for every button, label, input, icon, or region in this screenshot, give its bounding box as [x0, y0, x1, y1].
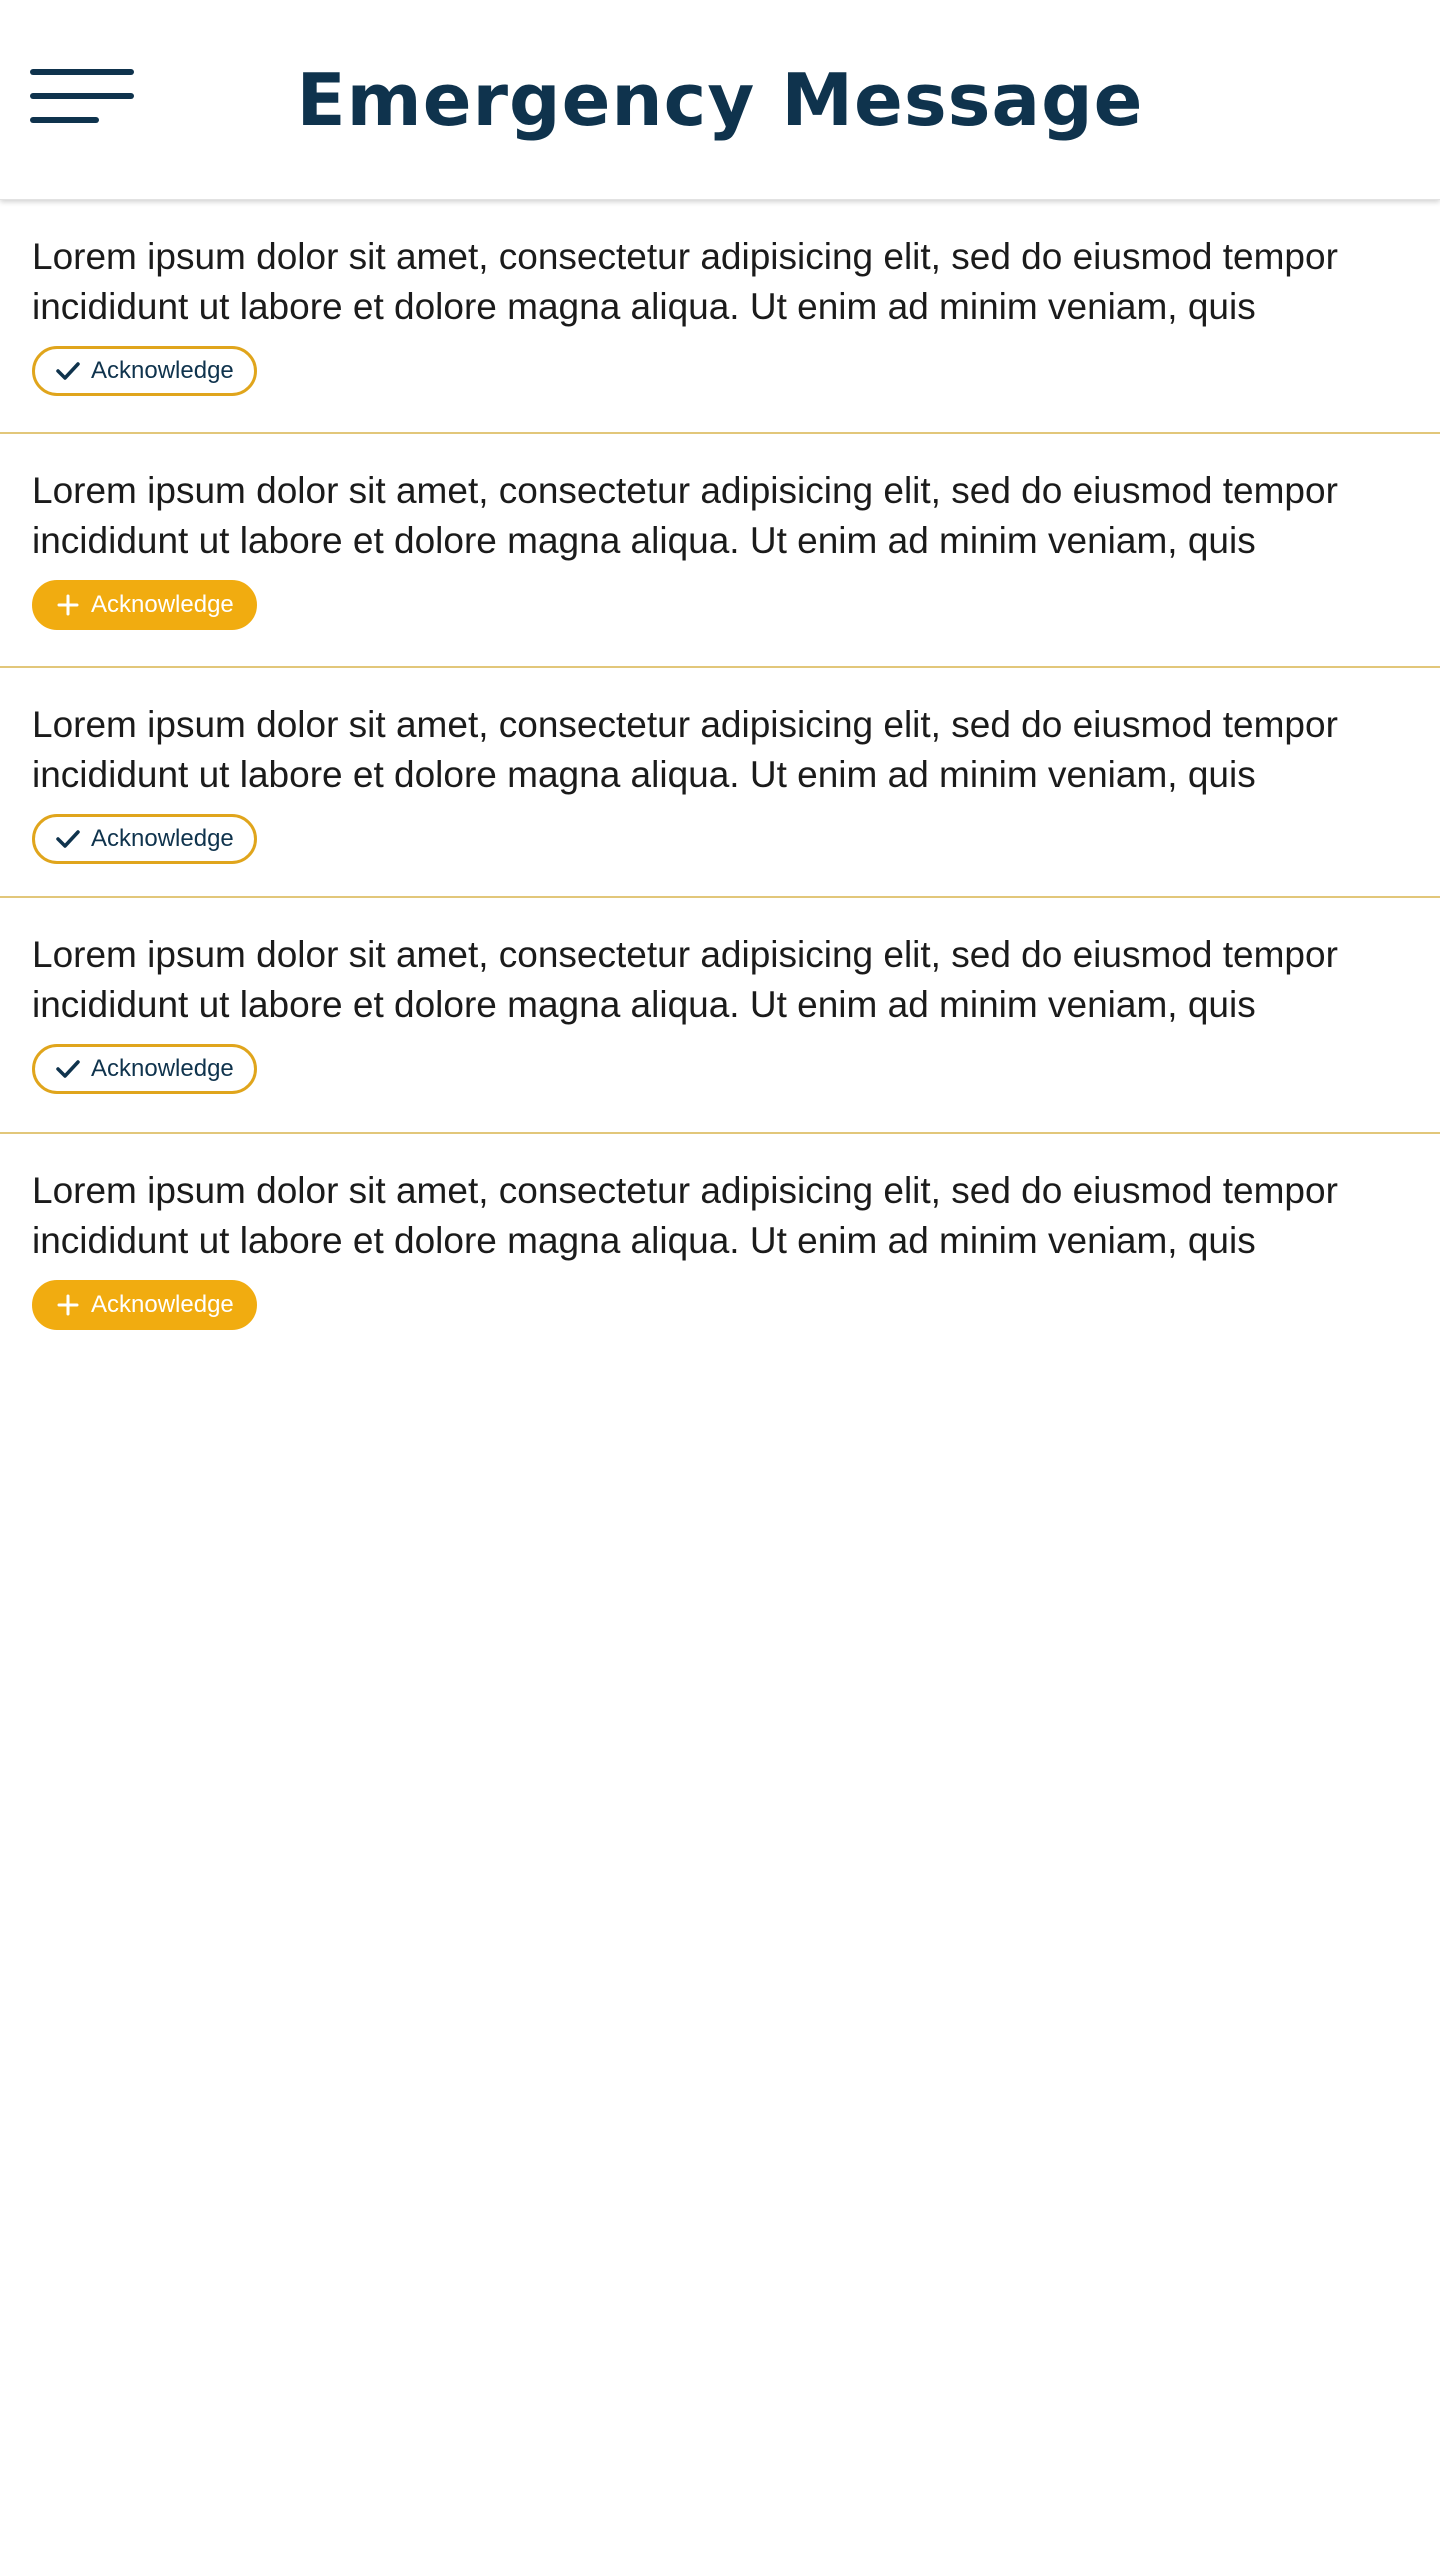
- message-list: [0, 200, 1440, 1334]
- message-text: Lorem ipsum dolor sit amet, consectetur adipisicing elit, sed do eiusmod tempor incididunt ut labore et dolore magna aliqua. Ut enim ad minim veniam, quis: [32, 704, 1338, 795]
- acknowledge-button[interactable]: [32, 1044, 257, 1094]
- message-text: Lorem ipsum dolor sit amet, consectetur adipisicing elit, sed do eiusmod tempor incididunt ut labore et dolore magna aliqua. Ut enim ad minim veniam, quis: [32, 236, 1338, 327]
- check-icon: [55, 1056, 81, 1082]
- acknowledge-label: Acknowledge: [91, 1291, 234, 1318]
- message-text: Lorem ipsum dolor sit amet, consectetur adipisicing elit, sed do eiusmod tempor incididunt ut labore et dolore magna aliqua. Ut enim ad minim veniam, quis: [32, 470, 1338, 561]
- page-title: Emergency Message: [296, 58, 1144, 142]
- acknowledge-label: Acknowledge: [91, 357, 234, 384]
- plus-icon: [55, 592, 81, 618]
- message-item: [0, 1134, 1440, 1334]
- acknowledge-label: Acknowledge: [91, 825, 234, 852]
- acknowledge-label: Acknowledge: [91, 1055, 234, 1082]
- app-header: [0, 0, 1440, 200]
- acknowledge-button[interactable]: [32, 1280, 257, 1330]
- message-item: [0, 434, 1440, 668]
- acknowledge-button[interactable]: [32, 346, 257, 396]
- acknowledge-button[interactable]: [32, 580, 257, 630]
- acknowledge-button[interactable]: [32, 814, 257, 864]
- message-item: [0, 668, 1440, 898]
- message-item: [0, 898, 1440, 1134]
- message-text: Lorem ipsum dolor sit amet, consectetur adipisicing elit, sed do eiusmod tempor incididunt ut labore et dolore magna aliqua. Ut enim ad minim veniam, quis: [32, 934, 1338, 1025]
- check-icon: [55, 826, 81, 852]
- message-text: Lorem ipsum dolor sit amet, consectetur adipisicing elit, sed do eiusmod tempor incididunt ut labore et dolore magna aliqua. Ut enim ad minim veniam, quis: [32, 1170, 1338, 1261]
- check-icon: [55, 358, 81, 384]
- message-item: [0, 200, 1440, 434]
- plus-icon: [55, 1292, 81, 1318]
- acknowledge-label: Acknowledge: [91, 591, 234, 618]
